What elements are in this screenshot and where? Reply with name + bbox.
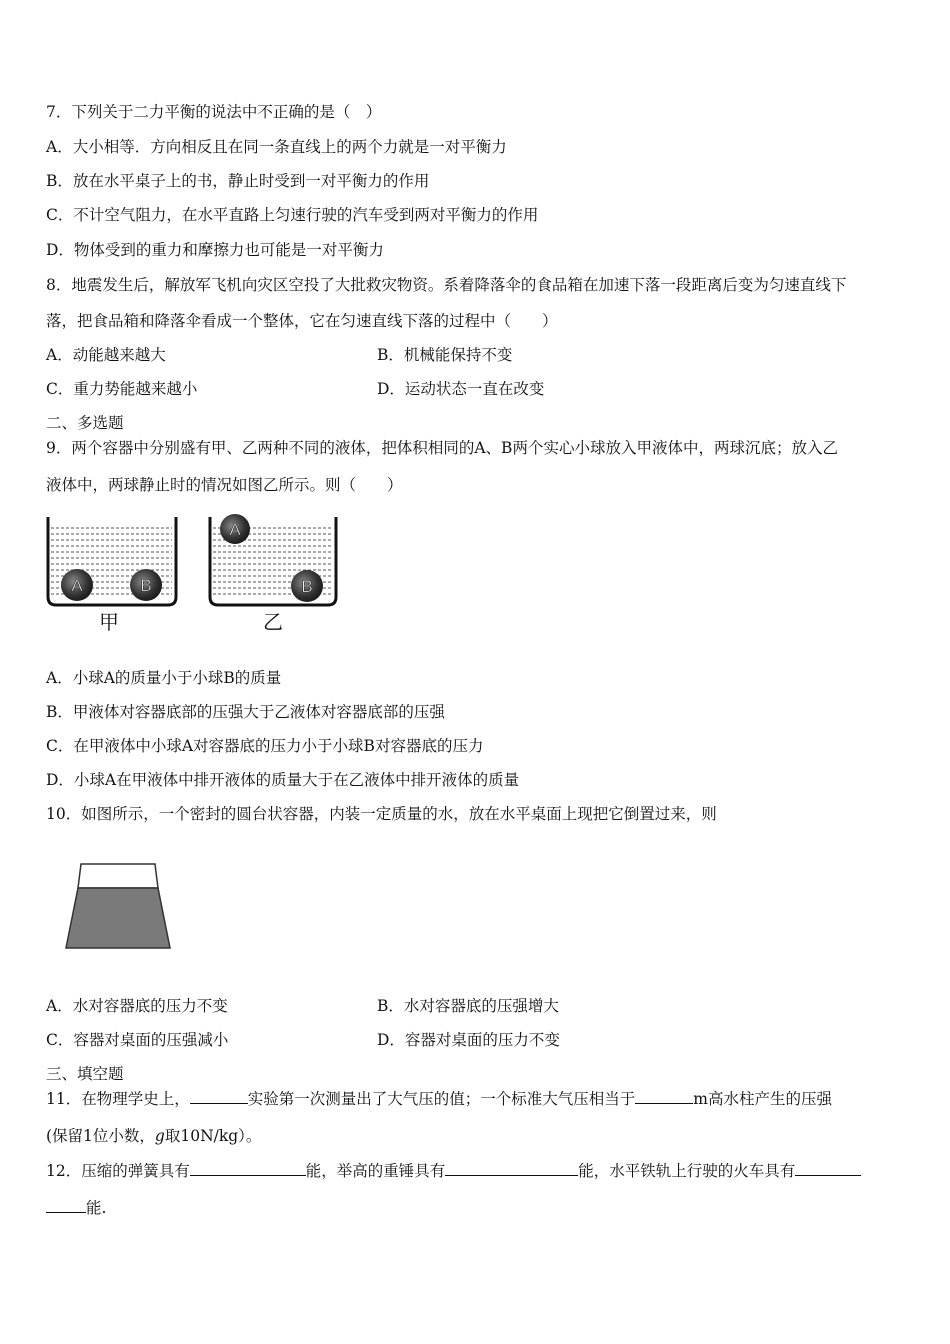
q10-option-a: A．水对容器底的压力不变 — [46, 997, 228, 1015]
container-water-region — [66, 888, 170, 948]
q11-part1: 11．在物理学史上， — [46, 1090, 190, 1108]
q9-stem-line2: 液体中，两球静止时的情况如图乙所示。则（ ） — [46, 476, 403, 494]
q9-stem-line1: 9．两个容器中分别盛有甲、乙两种不同的液体，把体积相同的A、B两个实心小球放入甲液体中，两球沉底；放入乙 — [46, 439, 838, 457]
q11-line2-post: 取10N/kg）。 — [164, 1127, 262, 1145]
container-yi — [210, 514, 336, 634]
q12-line2 — [46, 1198, 106, 1218]
q12-part1: 12．压缩的弹簧具有 — [46, 1162, 190, 1180]
q11-line2-pre: (保留1位小数， — [46, 1127, 155, 1145]
q7-option-c: C．不计空气阻力，在水平直路上匀速行驶的汽车受到两对平衡力的作用 — [46, 206, 539, 224]
q8-stem-line2: 落，把食品箱和降落伞看成一个整体，它在匀速直线下落的过程中（ ） — [46, 312, 558, 330]
q9-option-d: D．小球A在甲液体中排开液体的质量大于在乙液体中排开液体的质量 — [46, 771, 520, 789]
q10-option-b: B．水对容器底的压强增大 — [377, 997, 559, 1015]
q11-part3: m高水柱产生的压强 — [693, 1090, 832, 1108]
q10-stem: 10．如图所示，一个密封的圆台状容器，内装一定质量的水，放在水平桌面上现把它倒置过来，则 — [46, 805, 717, 823]
q8-option-b: B．机械能保持不变 — [377, 346, 513, 364]
section-heading-multi-choice: 二、多选题 — [46, 414, 124, 432]
container-yi-label: 乙 — [263, 610, 283, 634]
q8-option-c: C．重力势能越来越小 — [46, 380, 198, 398]
q12-blank1[interactable] — [190, 1161, 306, 1176]
ball-b-label: B — [301, 577, 313, 596]
q12-blank3[interactable] — [795, 1161, 861, 1176]
container-jia-label: 甲 — [99, 610, 119, 634]
container-air-region — [78, 864, 158, 888]
frustum-container-figure — [62, 862, 174, 950]
q8-option-d: D．运动状态一直在改变 — [377, 380, 545, 398]
container-jia — [48, 517, 176, 634]
q11-blank2[interactable] — [635, 1089, 693, 1104]
q12-part3: 能，水平铁轨上行驶的火车具有 — [578, 1162, 796, 1180]
q11-line1 — [46, 1089, 832, 1109]
q12-line2-post: 能. — [86, 1199, 107, 1217]
q9-containers-figure — [40, 505, 350, 635]
q10-option-c: C．容器对桌面的压强减小 — [46, 1031, 229, 1049]
q11-blank1[interactable] — [190, 1089, 248, 1104]
q8-stem-line1: 8．地震发生后，解放军飞机向灾区空投了大批救灾物资。系着降落伞的食品箱在加速下落一段距离后变为匀速直线下 — [46, 276, 847, 294]
q12-part2: 能，举高的重锤具有 — [305, 1162, 446, 1180]
q10-option-d: D．容器对桌面的压力不变 — [377, 1031, 560, 1049]
q12-blank3-continued[interactable] — [46, 1198, 86, 1213]
q7-option-d: D．物体受到的重力和摩擦力也可能是一对平衡力 — [46, 241, 384, 259]
ball-a-label: A — [71, 576, 83, 595]
q8-option-a: A．动能越来越大 — [46, 346, 166, 364]
q11-part2: 实验第一次测量出了大气压的值；一个标准大气压相当于 — [247, 1090, 636, 1108]
q11-line2 — [46, 1126, 261, 1146]
q7-stem: 7．下列关于二力平衡的说法中不正确的是（ ） — [46, 103, 382, 121]
q9-option-c: C．在甲液体中小球A对容器底的压力小于小球B对容器底的压力 — [46, 737, 484, 755]
ball-b-label: B — [140, 576, 152, 595]
q9-option-a: A．小球A的质量小于小球B的质量 — [46, 669, 282, 687]
ball-a-label: A — [229, 520, 241, 539]
q7-option-a: A．大小相等．方向相反且在同一条直线上的两个力就是一对平衡力 — [46, 138, 507, 156]
q9-option-b: B．甲液体对容器底部的压强大于乙液体对容器底部的压强 — [46, 703, 445, 721]
section-heading-fill-in: 三、填空题 — [46, 1065, 124, 1083]
q12-line1 — [46, 1161, 861, 1181]
q12-blank2[interactable] — [445, 1161, 578, 1176]
q11-g-symbol: g — [154, 1127, 165, 1145]
q7-option-b: B．放在水平桌子上的书，静止时受到一对平衡力的作用 — [46, 172, 430, 190]
